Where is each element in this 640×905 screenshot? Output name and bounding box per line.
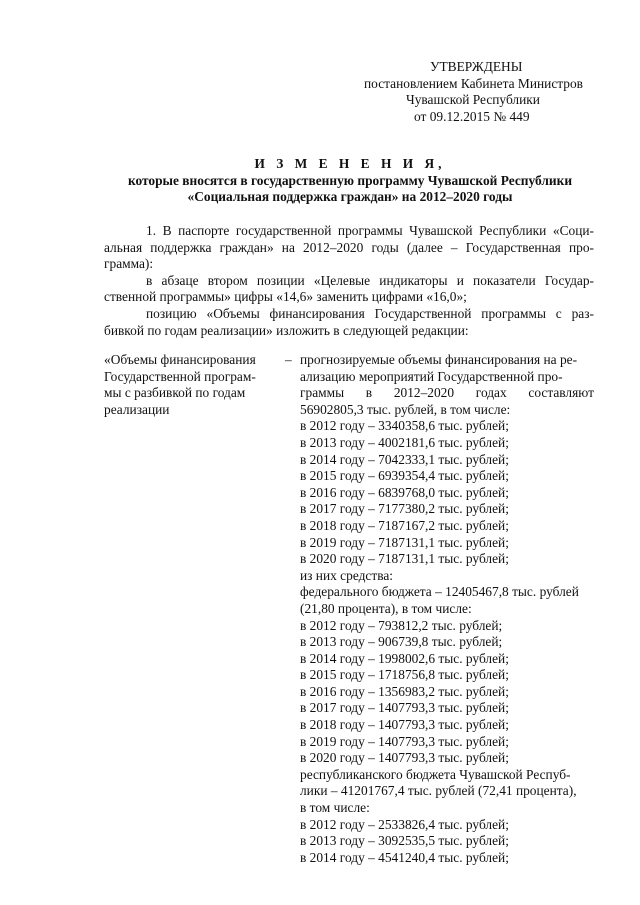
federal-line: (21,80 процента), в том числе: [300,600,472,616]
intro-line: ализацию мероприятий Государственной про- [300,368,563,384]
paragraph-line: в абзаце втором позиции «Целевые индикаторы и показатели Государ- [146,272,594,288]
federal-year-line: в 2019 году – 1407793,3 тыс. рублей; [300,733,509,749]
total-year-line: в 2012 году – 3340358,6 тыс. рублей; [300,418,509,434]
paragraph-2 [104,273,594,306]
approval-block [364,59,614,125]
intro-line: прогнозируемые объемы финансирования на ре- [300,352,578,367]
title-sub-1: которые вносятся в государственную программу Чувашской Республики [127,172,573,188]
federal-line: федерального бюджета – 12405467,8 тыс. рублей [300,584,579,600]
approved-heading: УТВЕРЖДЕНЫ [430,59,523,74]
federal-year-line: в 2012 году – 793812,2 тыс. рублей; [300,617,503,633]
republic-line: республиканского бюджета Чувашской Респуб- [300,766,571,782]
table-right-column [300,352,594,866]
approved-line-3: от 09.12.2015 № 449 [414,108,530,124]
title-main: И З М Е Н Е Н И Я, [254,156,446,171]
republic-year-line: в 2014 году – 4541240,4 тыс. рублей; [300,849,509,865]
intro-word: в [365,385,373,401]
document-title [100,156,600,206]
paragraph-line: альная поддержка граждан» на 2012–2020 годы (далее – Государственная про- [104,239,594,255]
intro-word: граммы [300,385,345,401]
table-left-column [104,352,274,418]
total-year-line: в 2016 году – 6839768,0 тыс. рублей; [300,484,509,500]
total-year-line: в 2020 году – 7187131,1 тыс. рублей; [300,551,509,567]
left-line: мы с разбивкой по годам [104,385,246,401]
paragraph-line: бивкой по годам реализации» изложить в следующей редакции: [104,322,469,338]
of-them-line: из них средства: [300,567,394,583]
paragraph-line: позицию «Объемы финансирования Государственной программы с раз- [146,305,594,321]
intro-word: годах [475,385,507,401]
total-year-line: в 2013 году – 4002181,6 тыс. рублей; [300,434,509,450]
total-year-line: в 2018 году – 7187167,2 тыс. рублей; [300,517,509,533]
federal-year-line: в 2017 году – 1407793,3 тыс. рублей; [300,700,509,716]
left-line: «Объемы финансирования [104,352,256,367]
approved-line-1: постановлением Кабинета Министров [364,75,583,91]
intro-line: 56902805,3 тыс. рублей, в том числе: [300,401,511,417]
paragraph-3 [104,306,594,339]
republic-year-line: в 2013 году – 3092535,5 тыс. рублей; [300,833,509,849]
federal-year-line: в 2020 году – 1407793,3 тыс. рублей; [300,750,509,766]
intro-spread-line [300,385,594,402]
republic-line: в том числе: [300,800,370,816]
intro-word: 2012–2020 [393,385,455,401]
left-line: Государственной програм- [104,368,256,384]
total-year-line: в 2014 году – 7042333,1 тыс. рублей; [300,451,509,467]
paragraph-line: ственной программы» цифры «14,6» заменить цифрами «16,0»; [104,289,467,305]
paragraph-line: грамма): [104,256,154,272]
federal-year-line: в 2016 году – 1356983,2 тыс. рублей; [300,683,509,699]
republic-line: лики – 41201767,4 тыс. рублей (72,41 процента), [300,783,577,799]
total-year-line: в 2015 году – 6939354,4 тыс. рублей; [300,468,509,484]
federal-year-line: в 2014 году – 1998002,6 тыс. рублей; [300,650,509,666]
document-body [104,223,594,339]
federal-year-line: в 2018 году – 1407793,3 тыс. рублей; [300,717,509,733]
total-year-line: в 2017 году – 7177380,2 тыс. рублей; [300,501,509,517]
total-year-line: в 2019 году – 7187131,1 тыс. рублей; [300,534,509,550]
federal-year-line: в 2013 году – 906739,8 тыс. рублей; [300,634,503,650]
republic-year-line: в 2012 году – 2533826,4 тыс. рублей; [300,816,509,832]
title-sub-2: «Социальная поддержка граждан» на 2012–2020 годы [187,189,513,205]
approved-line-2: Чувашской Республики [406,92,540,108]
paragraph-line: 1. В паспорте государственной программы Чувашской Республики «Соци- [146,223,594,238]
intro-word: составляют [528,385,594,401]
left-line: реализации [104,401,170,417]
paragraph-1 [104,223,594,273]
table-dash: – [285,352,292,367]
federal-year-line: в 2015 году – 1718756,8 тыс. рублей; [300,667,509,683]
